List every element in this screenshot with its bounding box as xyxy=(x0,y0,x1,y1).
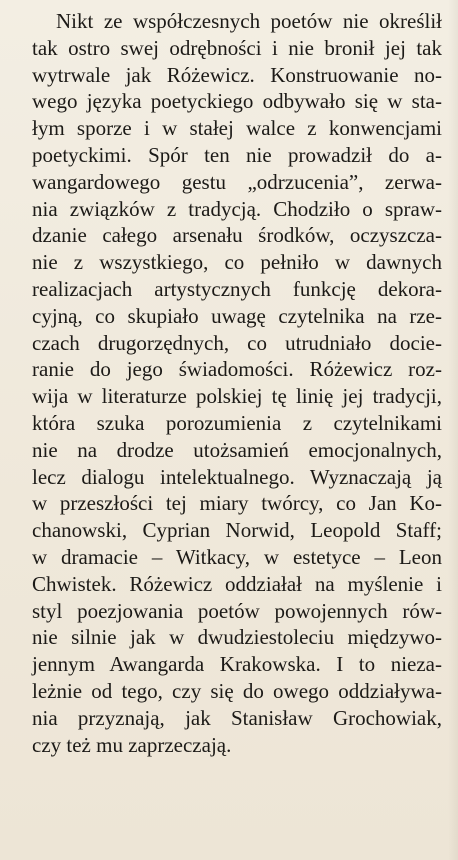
text-line: dzanie całego arsenału środków, oczyszcza- xyxy=(32,223,442,248)
text-line: wija w literaturze polskiej tę linię jej tradycji, xyxy=(32,384,442,409)
text-line: leżnie od tego, czy się do owego oddziaływa- xyxy=(32,678,442,703)
text-line: która szuka porozumienia z czytelnikami xyxy=(32,410,442,435)
text-line: realizacjach artystycznych funkcję dekora- xyxy=(32,276,442,301)
text-line: chanowski, Cyprian Norwid, Leopold Staff; xyxy=(32,518,442,543)
text-line: Nikt ze współczesnych poetów nie określił xyxy=(56,9,442,33)
text-line: styl poezjowania poetów powojennych rów- xyxy=(32,598,442,623)
text-line: w przeszłości tej miary twórcy, co Jan Ko- xyxy=(32,491,442,516)
text-line: nia przyznają, jak Stanisław Grochowiak, xyxy=(32,705,442,730)
text-line: w dramacie – Witkacy, w estetyce – Leon xyxy=(32,544,442,569)
text-line: nie na drodze utożsamień emocjonalnych, xyxy=(32,437,442,462)
text-line: ranie do jego świadomości. Różewicz roz- xyxy=(32,357,442,382)
text-line: czach drugorzędnych, co utrudniało docie- xyxy=(32,330,442,355)
text-line: łym sporze i w stałej walce z konwencjami xyxy=(32,116,442,141)
text-line: jennym Awangarda Krakowska. I to nieza- xyxy=(32,652,442,677)
text-line: nia związków z tradycją. Chodziło o spraw- xyxy=(32,196,442,221)
body-paragraph xyxy=(32,8,442,758)
text-line: wytrwale jak Różewicz. Konstruowanie no- xyxy=(32,62,442,87)
text-line: wangardowego gestu „odrzucenia”, zerwa- xyxy=(32,169,442,194)
page-edge-shadow xyxy=(448,0,458,860)
text-line: nie z wszystkiego, co pełniło w dawnych xyxy=(32,250,442,275)
text-line: nie silnie jak w dwudziestoleciu międzywo- xyxy=(32,625,442,650)
text-line: lecz dialogu intelektualnego. Wyznaczają ją xyxy=(32,464,442,489)
text-line: czy też mu zaprzeczają. xyxy=(32,732,232,757)
text-line: cyjną, co skupiało uwagę czytelnika na rze- xyxy=(32,303,442,328)
text-line: tak ostro swej odrębności i nie bronił jej tak xyxy=(32,35,442,60)
text-line: wego języka poetyckiego odbywało się w sta- xyxy=(32,89,442,114)
text-line: Chwistek. Różewicz oddziałał na myślenie i xyxy=(32,571,442,596)
text-line: poetyckimi. Spór ten nie prowadził do a- xyxy=(32,142,442,167)
